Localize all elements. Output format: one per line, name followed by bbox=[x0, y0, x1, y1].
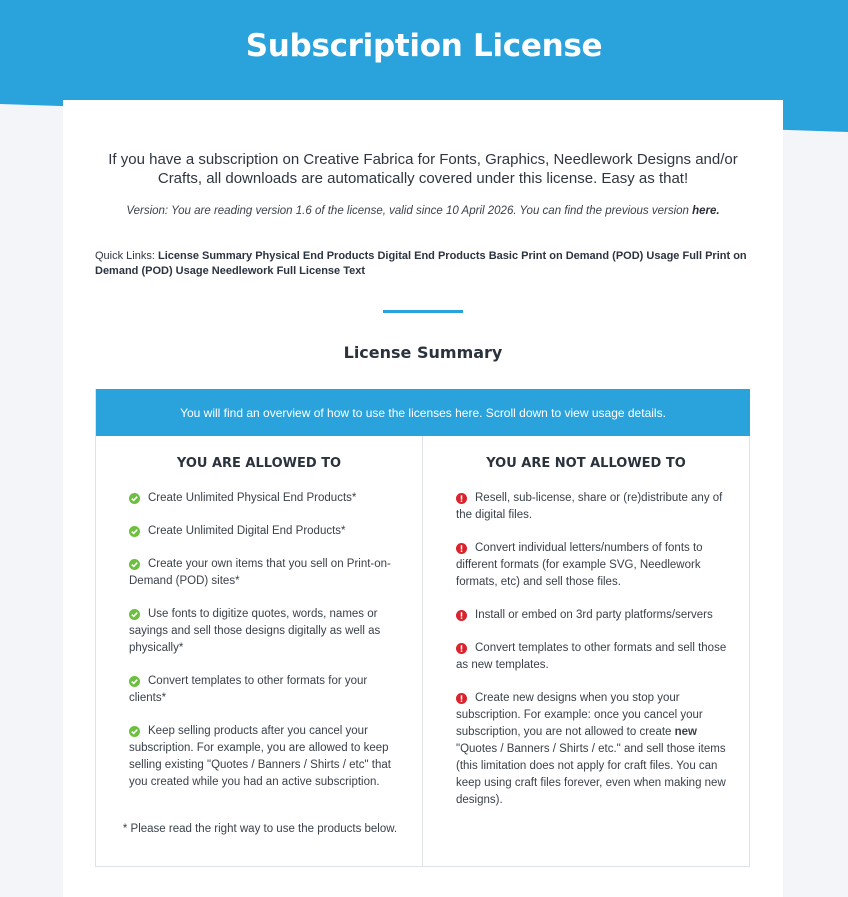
allowed-footnote: * Please read the right way to use the products below. bbox=[122, 823, 398, 835]
quick-link-full-pod-usage[interactable]: Full Print on Demand (POD) Usage bbox=[95, 250, 747, 277]
summary-banner bbox=[96, 389, 750, 436]
quick-links-label: Quick Links: bbox=[95, 250, 158, 262]
check-circle-icon bbox=[129, 726, 140, 737]
section-divider bbox=[383, 310, 463, 313]
allowed-item-text: Use fonts to digitize quotes, words, names or sayings and sell those designs digitally as well as physically* bbox=[129, 608, 381, 654]
check-circle-icon bbox=[129, 559, 140, 570]
license-summary-title: License Summary bbox=[343, 343, 503, 362]
alert-circle-icon bbox=[456, 610, 467, 621]
quick-link-physical-end-products[interactable]: Physical End Products bbox=[255, 250, 375, 262]
version-text: Version: You are reading version 1.6 of the license, valid since 10 April 2026. You can find the previous version bbox=[126, 205, 693, 217]
emphasis-new: new bbox=[674, 726, 697, 738]
not-allowed-heading: YOU ARE NOT ALLOWED TO bbox=[486, 456, 686, 471]
quick-links bbox=[95, 249, 755, 279]
quick-link-basic-pod-usage[interactable]: Basic Print on Demand (POD) Usage bbox=[488, 250, 680, 262]
check-circle-icon bbox=[129, 609, 140, 620]
allowed-item-text: Create Unlimited Physical End Products* bbox=[148, 492, 357, 504]
list-item bbox=[423, 490, 749, 524]
list-item bbox=[96, 606, 422, 657]
version-note bbox=[95, 204, 751, 219]
not-allowed-item-text-part: Create new designs when you stop your subscription. For example: once you cancel your subscription, you are not allowed to create bbox=[456, 692, 703, 738]
quick-link-license-summary[interactable]: License Summary bbox=[157, 250, 253, 262]
list-item bbox=[423, 607, 749, 624]
allowed-item-text: Convert templates to other formats for your clients* bbox=[129, 675, 368, 704]
list-item bbox=[423, 690, 749, 809]
list-item bbox=[423, 540, 749, 591]
allowed-column bbox=[95, 436, 423, 867]
check-circle-icon bbox=[129, 526, 140, 537]
intro-text: If you have a subscription on Creative Fabrica for Fonts, Graphics, Needlework Designs and/or Crafts, all downloads are automatically covered under this license. Easy as that! bbox=[108, 151, 738, 187]
list-item bbox=[423, 640, 749, 674]
list-item bbox=[96, 723, 422, 791]
allowed-list bbox=[96, 490, 422, 807]
not-allowed-item-text bbox=[456, 690, 729, 809]
allowed-item-text: Create Unlimited Digital End Products* bbox=[148, 525, 346, 537]
quick-link-full-license-text[interactable]: Full License Text bbox=[276, 265, 366, 277]
not-allowed-item-text: Convert templates to other formats and sell those as new templates. bbox=[456, 642, 727, 671]
alert-circle-icon bbox=[456, 693, 467, 704]
page-title: Subscription License bbox=[245, 28, 603, 64]
check-circle-icon bbox=[129, 493, 140, 504]
list-item bbox=[96, 556, 422, 590]
quick-link-needlework[interactable]: Needlework bbox=[211, 265, 274, 277]
allowed-item-text: Create your own items that you sell on Print-on-Demand (POD) sites* bbox=[129, 558, 391, 587]
not-allowed-list bbox=[423, 490, 749, 825]
previous-version-link[interactable]: here. bbox=[692, 205, 720, 217]
allowed-item-text: Keep selling products after you cancel your subscription. For example, you are allowed to keep selling existing "Quotes / Banners / Shirts / etc" that you created while you had an active subscription. bbox=[129, 725, 391, 788]
list-item bbox=[96, 673, 422, 707]
alert-circle-icon bbox=[456, 643, 467, 654]
alert-circle-icon bbox=[456, 493, 467, 504]
list-item bbox=[96, 490, 422, 507]
allowed-heading: YOU ARE ALLOWED TO bbox=[176, 456, 342, 471]
alert-circle-icon bbox=[456, 543, 467, 554]
not-allowed-item-text: Convert individual letters/numbers of fonts to different formats (for example SVG, Needlework formats, etc) and sell those files. bbox=[456, 542, 703, 588]
quick-link-digital-end-products[interactable]: Digital End Products bbox=[377, 250, 486, 262]
not-allowed-column bbox=[423, 436, 750, 867]
check-circle-icon bbox=[129, 676, 140, 687]
list-item bbox=[96, 523, 422, 540]
not-allowed-item-text: Resell, sub-license, share or (re)distribute any of the digital files. bbox=[456, 492, 723, 521]
not-allowed-item-text-part: "Quotes / Banners / Shirts / etc." and sell those items (this limitation does not apply for craft files. You can keep using craft files forever, even when making new designs). bbox=[456, 743, 726, 806]
not-allowed-item-text: Install or embed on 3rd party platforms/servers bbox=[475, 609, 713, 621]
summary-banner-text: You will find an overview of how to use the licenses here. Scroll down to view usage details. bbox=[180, 405, 666, 420]
